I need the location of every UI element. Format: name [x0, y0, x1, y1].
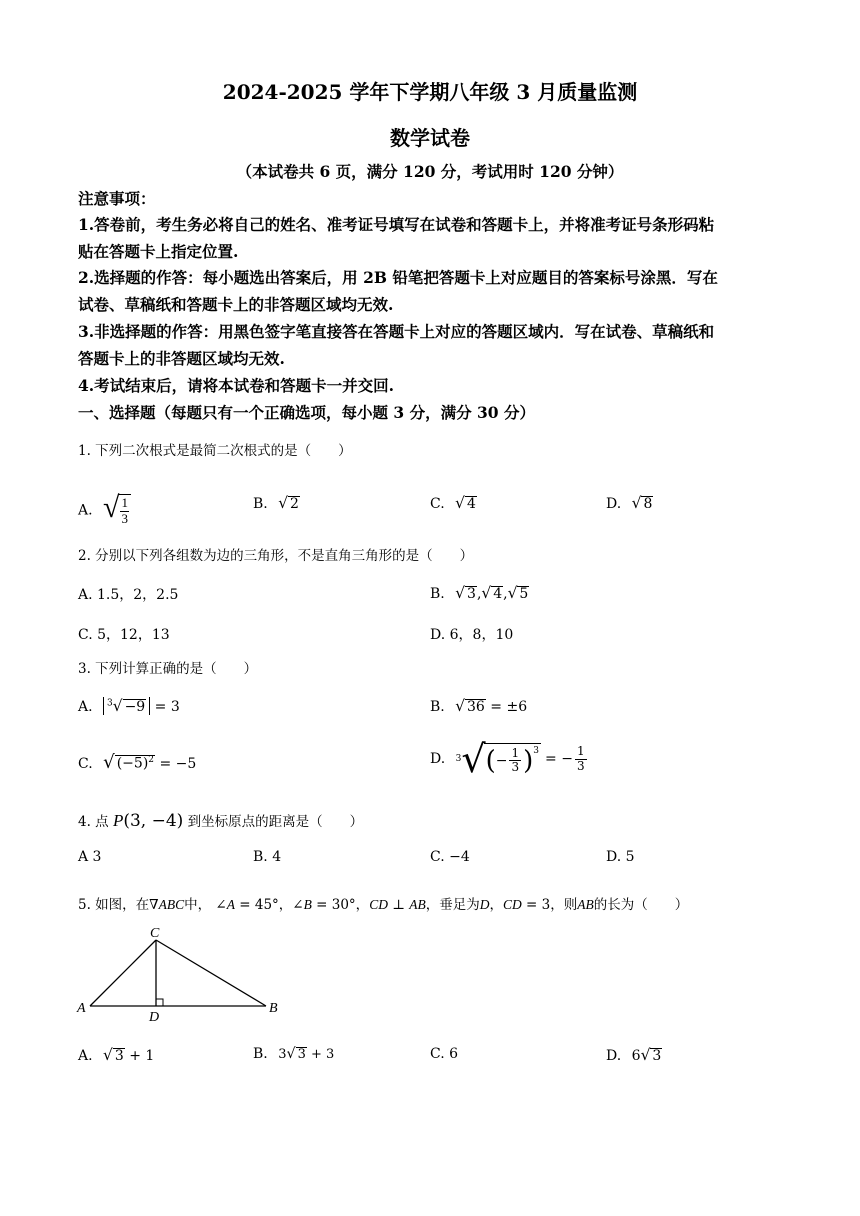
option-label: A. — [78, 502, 93, 519]
side-ac — [90, 940, 156, 1006]
question-4-option-d[interactable]: D. 5 — [606, 849, 635, 865]
question-4-option-b[interactable]: B. 4 — [253, 849, 282, 865]
option-label: B. — [253, 496, 268, 512]
question-2-option-d[interactable]: D. 6，8，10 — [430, 627, 514, 643]
radicand: 4 — [466, 496, 476, 512]
question-5-stem: 5. 如图，在∇ABC中， ∠A = 45°，∠B = 30°，CD ⊥ AB，垂足为D，CD = 3，则AB的长为（ ） — [78, 897, 689, 913]
question-3-option-c[interactable]: C. √ $(-5)^2 = -5$ — [78, 752, 197, 773]
option-label: B. — [430, 586, 445, 602]
point-d-label: D — [149, 1010, 160, 1025]
question-1-option-d[interactable]: D. √ 8 — [606, 494, 653, 512]
question-3-option-b[interactable]: B. √ 36 = ±6 — [430, 697, 528, 715]
exam-title: 2024-2025 学年下学期八年级 3 月质量监测 — [222, 80, 638, 104]
question-2-option-b[interactable]: B. √ 3,√ 4,√ 5 — [430, 584, 529, 602]
question-1-option-c[interactable]: C. √ 4 — [430, 494, 476, 512]
option-rhs: = −5 — [159, 756, 197, 772]
question-3-stem: 3. 下列计算正确的是（ ） — [78, 661, 258, 677]
radicand: 2 — [290, 496, 299, 512]
option-label: D. — [430, 751, 446, 767]
question-4-option-c[interactable]: C. −4 — [430, 849, 470, 865]
question-4-stem: 4. 点 P(3, −4) 到坐标原点的距离是（ ） — [78, 811, 364, 831]
triangle-figure — [70, 920, 300, 1030]
vertex-c-label: C — [150, 926, 160, 941]
question-3-option-d[interactable]: D. 3 √ ( − $\frac{1}{3}$ ) $^3$ = − $\frac{1}{3}$ — [430, 737, 585, 781]
right-angle-mark — [156, 999, 163, 1006]
exam-subtitle: 数学试卷 — [390, 126, 470, 150]
question-1-option-b[interactable]: B. √ 2 — [253, 494, 299, 512]
vertex-a-label: A — [77, 1001, 86, 1016]
option-rhs: = ±6 — [490, 699, 528, 715]
radicand: 8 — [643, 496, 653, 512]
question-3-option-a[interactable]: A. $^3$√ −9 = 3 — [78, 697, 180, 715]
notice-item-2-line-2: 试卷、草稿纸和答题卡上的非答题区域均无效. — [78, 295, 394, 314]
notice-item-3-line-1: 3.非选择题的作答：用黑色签字笔直接答在答题卡上对应的答题区域内．写在试卷、草稿纸和 — [78, 322, 715, 341]
option-label: D. — [606, 1048, 622, 1064]
question-5-option-b[interactable]: B. 3√ 3 + 3 — [253, 1046, 335, 1062]
question-2-option-a[interactable]: A. 1.5，2，2.5 — [78, 587, 179, 603]
notice-item-2-line-1: 2.选择题的作答：每小题选出答案后，用 2B 铅笔把答题卡上对应题目的答案标号涂黑．写在 — [78, 268, 718, 287]
notice-heading: 注意事项： — [78, 189, 156, 208]
question-4-option-a[interactable]: A 3 — [78, 849, 102, 865]
notice-item-1-line-1: 1.答卷前，考生务必将自己的姓名、准考证号填写在试卷和答题卡上，并将准考证号条形码粘 — [78, 215, 715, 234]
notice-item-3-line-2: 答题卡上的非答题区域均无效. — [78, 349, 285, 368]
option-label: C. — [78, 756, 93, 772]
option-label: A. — [78, 699, 93, 715]
option-label: A. — [78, 1048, 93, 1064]
question-2-option-c[interactable]: C. 5，12，13 — [78, 627, 170, 643]
notice-item-4: 4.考试结束后，请将本试卷和答题卡一并交回. — [78, 376, 395, 395]
notice-item-1-line-2: 贴在答题卡上指定位置. — [78, 242, 239, 261]
question-1-option-a[interactable]: A. √ 1 3 — [78, 494, 131, 527]
exam-info: （本试卷共 6 页，满分 120 分，考试用时 120 分钟） — [236, 162, 624, 181]
section-1-heading: 一、选择题（每题只有一个正确选项，每小题 3 分，满分 30 分） — [78, 403, 535, 422]
option-label: C. — [430, 496, 445, 512]
option-label: B. — [430, 699, 445, 715]
question-2-stem: 2. 分别以下列各组数为边的三角形，不是直角三角形的是（ ） — [78, 548, 474, 564]
question-1-stem: 1. 下列二次根式是最简二次根式的是（ ） — [78, 443, 352, 459]
option-rhs: = 3 — [154, 699, 180, 715]
question-5-option-a[interactable]: A. √ 3 + 1 — [78, 1046, 155, 1064]
question-5-option-d[interactable]: D. 6√ 3 — [606, 1046, 662, 1064]
question-5-option-c[interactable]: C. 6 — [430, 1046, 459, 1062]
vertex-b-label: B — [269, 1001, 278, 1016]
option-label: D. — [606, 496, 622, 512]
option-label: B. — [253, 1046, 268, 1062]
side-cb — [156, 940, 266, 1006]
